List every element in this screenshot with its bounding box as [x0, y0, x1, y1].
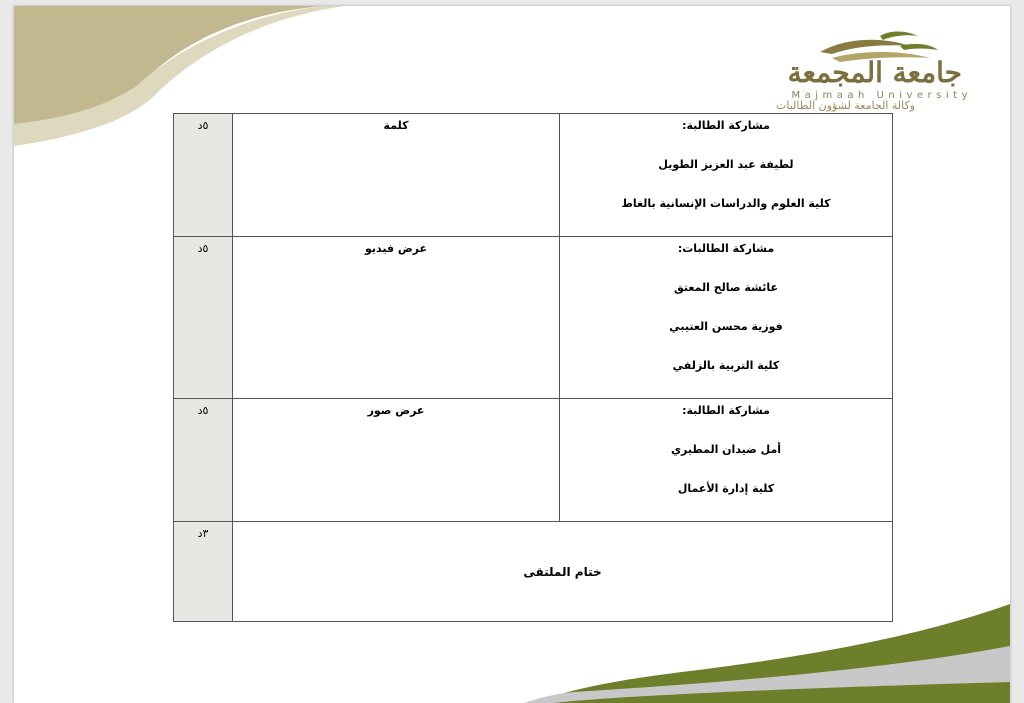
- program-table: [173, 113, 893, 622]
- activity-cell: كلمة: [233, 114, 560, 237]
- logo-arabic-text: جامعة المجمعة: [787, 56, 962, 89]
- department-name: وكالة الجامعة لشؤون الطالبات: [776, 99, 915, 112]
- participant-college: كلية التربية بالزلفي: [672, 359, 780, 372]
- duration-cell: ٥د: [174, 399, 233, 522]
- participants-cell: [560, 237, 893, 399]
- table-row: [174, 237, 893, 399]
- activity-cell: عرض صور: [233, 399, 560, 522]
- participants-heading: مشاركة الطالبات:: [677, 242, 775, 255]
- participant-name: لطيفة عبد العزيز الطويل: [658, 158, 794, 171]
- participants-cell: [560, 114, 893, 237]
- participant-name: فوزية محسن العتيبي: [669, 320, 783, 333]
- participants-cell: [560, 399, 893, 522]
- logo-english-text: Majmaah University: [791, 90, 972, 101]
- participant-college: كلية العلوم والدراسات الإنسانية بالغاط: [621, 197, 831, 210]
- closing-cell: ختام الملتقى: [233, 522, 893, 622]
- participant-name: أمل ضيدان المطيري: [670, 443, 782, 456]
- table-row: [174, 114, 893, 237]
- table-row: [174, 522, 893, 622]
- table-row: [174, 399, 893, 522]
- activity-cell: عرض فيديو: [233, 237, 560, 399]
- participants-heading: مشاركة الطالبة:: [682, 119, 770, 132]
- duration-cell: ٣د: [174, 522, 233, 622]
- participants-heading: مشاركة الطالبة:: [682, 404, 770, 417]
- document-page: [14, 6, 1010, 703]
- participant-college: كلية إدارة الأعمال: [677, 482, 775, 495]
- participant-name: عائشة صالح المعتق: [673, 281, 778, 294]
- duration-cell: ٥د: [174, 114, 233, 237]
- duration-cell: ٥د: [174, 237, 233, 399]
